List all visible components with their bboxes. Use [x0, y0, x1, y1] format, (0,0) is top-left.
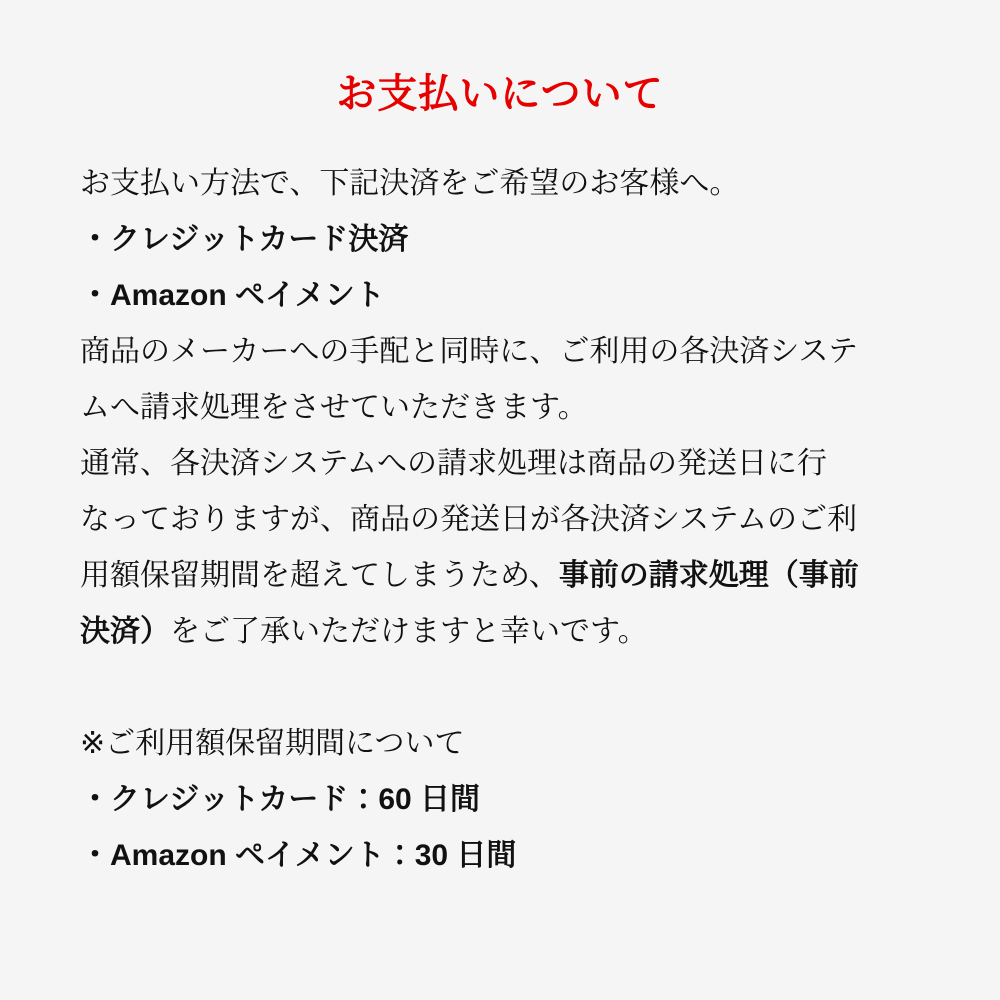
timing-line-3: [80, 548, 920, 604]
payment-info-body: [0, 118, 1000, 884]
bold-text-segment: ・クレジットカード決済: [80, 223, 409, 256]
page-title: お支払いについて: [336, 72, 664, 116]
text-segment: ※ご利用額保留期間について: [80, 727, 465, 760]
note-credit-card-period: [80, 772, 920, 828]
text-segment: お支払い方法で、下記決済をご希望のお客様へ。: [80, 167, 740, 200]
text-segment: なっておりますが、商品の発送日が各決済システムのご利: [80, 503, 857, 536]
timing-line-2: [80, 492, 920, 548]
billing-line-2: [80, 380, 920, 436]
note-amazon-payment-period: [80, 828, 920, 884]
text-segment: 用額保留期間を超えてしまうため、: [80, 559, 559, 592]
bold-text-segment: ・Amazon ペイメント：30 日間: [80, 839, 517, 872]
bullet-amazon-payment: [80, 268, 920, 324]
billing-line-1: [80, 324, 920, 380]
bullet-credit-card-payment: [80, 212, 920, 268]
timing-line-4: [80, 604, 920, 660]
note-heading: [80, 716, 920, 772]
bold-text-segment: 事前の請求処理（事前: [558, 559, 859, 592]
text-segment: 商品のメーカーへの手配と同時に、ご利用の各決済システ: [80, 335, 858, 368]
bold-text-segment: 決済）: [80, 615, 170, 648]
text-segment: ムへ請求処理をさせていただきます。: [80, 391, 588, 424]
bold-text-segment: ・Amazon ペイメント: [80, 279, 385, 312]
bold-text-segment: ・クレジットカード：60 日間: [80, 783, 481, 816]
text-segment: 通常、各決済システムへの請求処理は商品の発送日に行: [80, 447, 827, 480]
text-segment: をご了承いただけますと幸いです。: [170, 615, 648, 648]
intro-line: [80, 156, 920, 212]
timing-line-1: [80, 436, 920, 492]
